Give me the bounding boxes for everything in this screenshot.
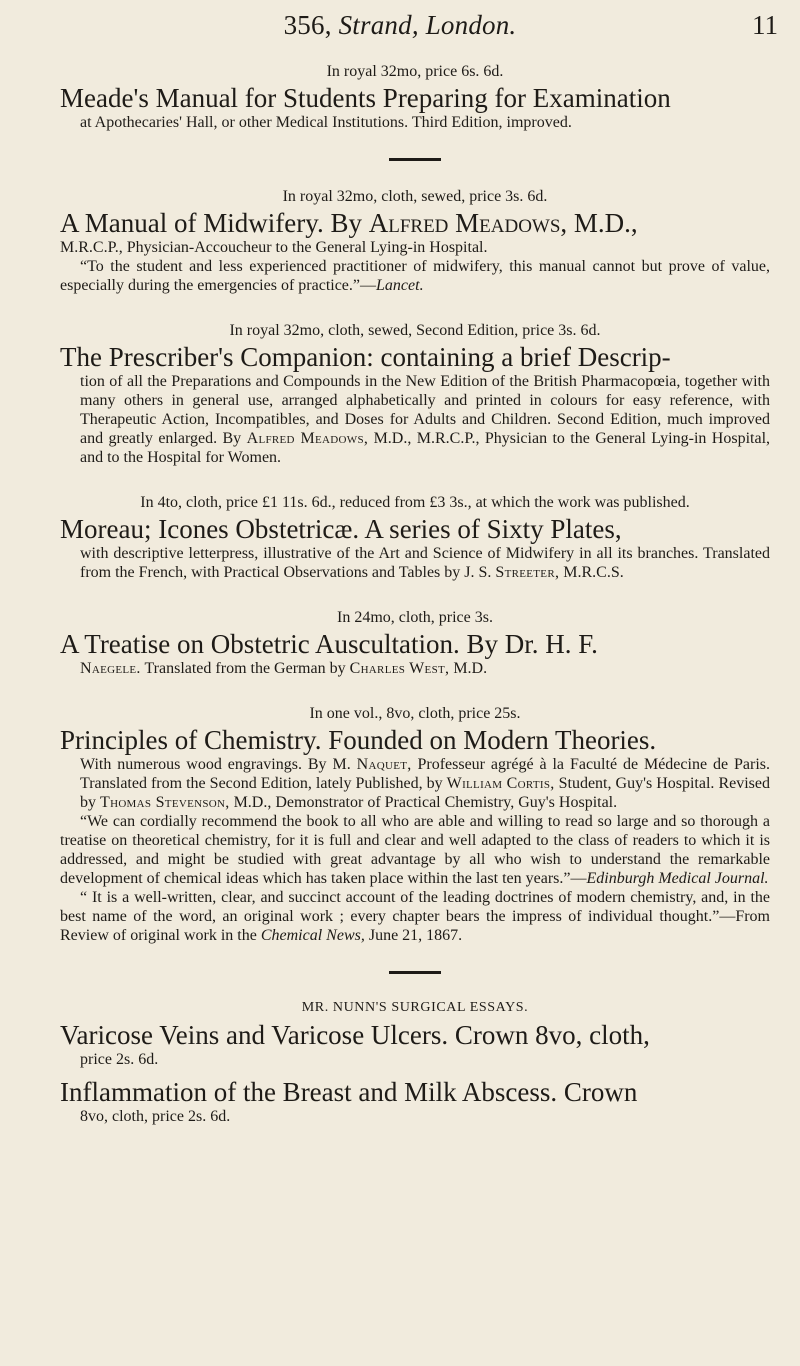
entry-translator: William Cortis, <box>446 775 555 792</box>
body-text: M.R.C.S. <box>559 564 624 581</box>
catalogue-entry <box>60 62 770 132</box>
body-text: With numerous wood engravings. By M. <box>80 756 357 773</box>
entry-headline: The Prescriber's Companion: containing a brief Descrip- <box>60 342 671 372</box>
entry-headline-line <box>60 208 770 238</box>
section-heading: MR. NUNN'S SURGICAL ESSAYS. <box>301 1000 529 1015</box>
entry-body <box>60 659 770 678</box>
entry-headline: A Treatise on Obstetric Auscultation. By Dr. H. F. <box>60 629 598 659</box>
catalogue-entry <box>60 608 770 678</box>
running-head-title <box>0 10 800 41</box>
entry-imprint: In royal 32mo, cloth, sewed, price 3s. 6d. <box>282 188 548 205</box>
body-text: tion of all the Preparations and Compounds in the New Edition of the British Pharmacopœia, together with many others in general use, arranged alphabetically and printed in colours for easy reference, with Therapeutic Action, Incompatibles, and Doses for Adults and Children. Second Edition, much improved and greatly enlarged. By <box>80 373 770 447</box>
entry-headline: Varicose Veins and Varicose Ulcers. Crown 8vo, cloth, <box>60 1020 650 1050</box>
catalogue-entry <box>60 493 770 582</box>
entry-body <box>60 372 770 467</box>
running-head-address: 356, <box>283 10 339 40</box>
divider-rule <box>389 158 441 161</box>
entry-author: Alfred Meadows, M.D., <box>368 208 638 238</box>
entry-body: at Apothecaries' Hall, or other Medical Institutions. Third Edition, improved. <box>80 114 572 131</box>
catalogue-entry <box>60 1000 770 1069</box>
entry-reviser: Thomas Stevenson, <box>100 794 230 811</box>
quote-date: June 21, 1867. <box>364 927 463 944</box>
page-number: 11 <box>752 10 778 40</box>
body-text: M.D., M.R.C.P., Physician to the General Lying-in Hospital, and to the Hospital for Women. <box>80 430 771 466</box>
quote-text: “We can cordially recommend the book to all who are able and willing to read so large and so thorough a treatise on theoretical chemistry, for it is full and clear and well adapted to the class of readers to which it is addressed, and might be studied with great advantage by all who wish to understand the remarkable development of chemical ideas which has taken place within the last ten years.”— <box>60 813 770 887</box>
entry-body: price 2s. 6d. <box>80 1051 159 1068</box>
body-text: with descriptive letterpress, illustrative of the Art and Science of Midwifery in all its branches. Translated from the French, with Practical Observations and Tables by J. S. <box>80 545 770 581</box>
divider-rule <box>389 971 441 974</box>
entry-imprint: In royal 32mo, price 6s. 6d. <box>326 63 504 80</box>
body-text: M.D. <box>449 660 488 677</box>
quote-text: “To the student and less experienced practitioner of midwifery, this manual cannot but prove of value, especially during the emergencies of practice.”— <box>60 258 770 294</box>
quote-text: “ It is a well-written, clear, and succinct account of the leading doctrines of modern chemistry, and, in the best name of the word, an original work ; every chapter bears the impress of individual thought.”—From Review of original work in the <box>60 889 770 944</box>
entry-review-quote <box>60 888 770 945</box>
entry-headline: Moreau; Icones Obstetricæ. A series of Sixty Plates, <box>60 514 622 544</box>
entry-body <box>60 544 770 582</box>
quote-source: Chemical News, <box>260 927 365 944</box>
entry-translator: Charles West, <box>349 660 450 677</box>
catalogue-entry <box>60 1077 770 1126</box>
entry-author: Streeter, <box>495 564 560 581</box>
entry-imprint: In royal 32mo, cloth, sewed, Second Edition, price 3s. 6d. <box>229 322 601 339</box>
entry-body <box>60 755 770 812</box>
quote-source: Edinburgh Medical Journal. <box>586 870 769 887</box>
body-text: M.D., Demonstrator of Practical Chemistry, Guy's Hospital. <box>229 794 618 811</box>
entry-headline: A Manual of Midwifery. By <box>60 208 369 238</box>
running-head-address-italic: Strand, London. <box>338 10 517 40</box>
entry-imprint: In 24mo, cloth, price 3s. <box>337 609 493 626</box>
running-head <box>0 10 800 46</box>
entry-review-quote <box>60 812 770 888</box>
catalogue-entry <box>60 187 770 295</box>
entry-headline: Principles of Chemistry. Founded on Modern Theories. <box>60 725 657 755</box>
entry-imprint: In 4to, cloth, price £1 11s. 6d., reduced from £3 3s., at which the work was published. <box>140 494 690 511</box>
quote-source: Lancet. <box>376 277 424 294</box>
catalogue-entries <box>60 62 770 1152</box>
entry-author: Alfred Meadows, <box>246 430 369 447</box>
entry-review-quote <box>60 257 770 295</box>
catalogue-entry <box>60 704 770 945</box>
entry-author: Naquet, <box>356 756 412 773</box>
entry-headline: Meade's Manual for Students Preparing for Examination <box>60 83 671 113</box>
entry-body: 8vo, cloth, price 2s. 6d. <box>80 1108 231 1125</box>
body-text: Translated from the German by <box>140 660 350 677</box>
body-text: Student, Guy's Hospital. Revised by <box>80 775 770 811</box>
body-text: Professeur agrégé à la Faculté de Médecine de Paris. Translated from the Second Edition, lately Published, by <box>80 756 770 792</box>
catalogue-entry <box>60 321 770 467</box>
entry-body: M.R.C.P., Physician-Accoucheur to the General Lying-in Hospital. <box>60 239 488 256</box>
entry-headline: Inflammation of the Breast and Milk Abscess. Crown <box>60 1077 638 1107</box>
entry-author: Naegele. <box>80 660 141 677</box>
entry-imprint: In one vol., 8vo, cloth, price 25s. <box>309 705 521 722</box>
